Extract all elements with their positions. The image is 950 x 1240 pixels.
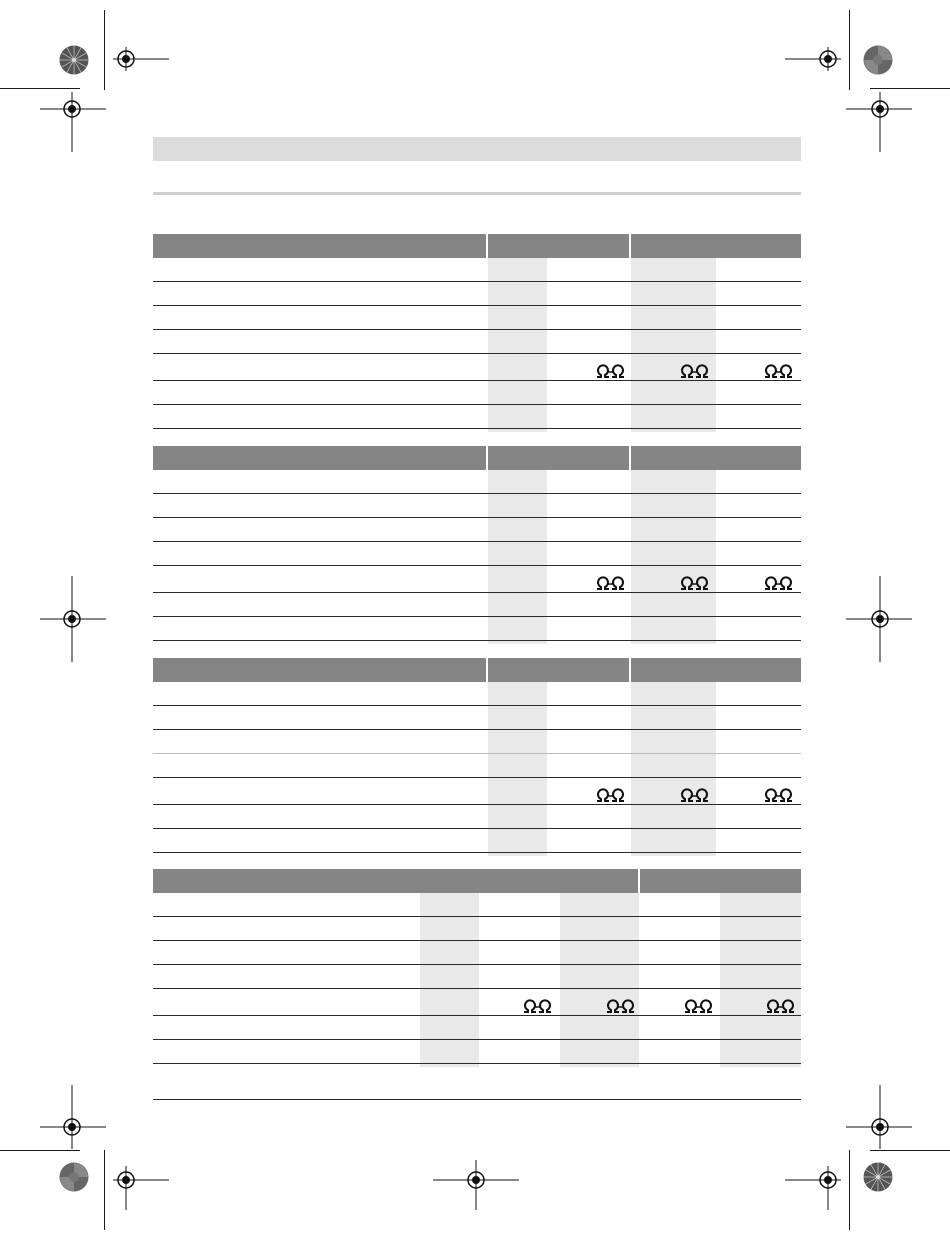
- crop-mark: [849, 10, 850, 90]
- registration-mark-icon: [40, 576, 106, 662]
- table-row: [153, 566, 801, 593]
- table-row: [153, 778, 801, 805]
- crop-mark: [104, 1150, 105, 1230]
- crop-mark: [870, 88, 950, 89]
- spec-table-1: [153, 234, 801, 432]
- double-omega-icon: [680, 576, 710, 590]
- table-row: [153, 330, 801, 354]
- table-row: [153, 941, 801, 965]
- table-row: [153, 617, 801, 641]
- double-omega-icon: [764, 788, 794, 802]
- table-row: [153, 282, 801, 306]
- double-omega-icon: [680, 788, 710, 802]
- double-omega-icon: [680, 364, 710, 378]
- table-row: [153, 754, 801, 778]
- page-header-bar: [153, 137, 801, 161]
- table-row: [153, 893, 801, 917]
- registration-mark-icon: [433, 1160, 519, 1210]
- table-row: [153, 306, 801, 330]
- crop-mark: [870, 1150, 950, 1151]
- table-row: [153, 917, 801, 941]
- crop-mark: [104, 10, 105, 90]
- table-header: [153, 658, 801, 682]
- table-header: [153, 234, 801, 258]
- table-row: [153, 1016, 801, 1040]
- table-row: [153, 706, 801, 730]
- registration-mark-icon: [785, 47, 841, 71]
- table-row: [153, 354, 801, 381]
- double-omega-icon: [684, 999, 714, 1013]
- registration-mark-icon: [846, 1085, 912, 1149]
- table-row: [153, 258, 801, 282]
- table-row: [153, 542, 801, 566]
- crop-mark: [0, 88, 80, 89]
- table-row: [153, 805, 801, 829]
- color-rosette-icon: [59, 45, 89, 75]
- registration-mark-icon: [113, 47, 169, 71]
- crop-mark: [849, 1150, 850, 1230]
- double-omega-icon: [766, 999, 796, 1013]
- table-row: [153, 381, 801, 405]
- registration-mark-icon: [785, 1166, 841, 1210]
- table-header: [153, 869, 801, 893]
- table-row: [153, 989, 801, 1016]
- double-omega-icon: [596, 364, 626, 378]
- table-header: [153, 446, 801, 470]
- spec-table-3: [153, 658, 801, 856]
- table-row: [153, 494, 801, 518]
- bottom-rule: [153, 1099, 801, 1100]
- spec-table-2: [153, 446, 801, 644]
- crop-mark: [0, 1150, 80, 1151]
- double-omega-icon: [596, 788, 626, 802]
- double-omega-icon: [523, 999, 553, 1013]
- registration-mark-icon: [113, 1166, 169, 1210]
- table-row: [153, 965, 801, 989]
- double-omega-icon: [764, 364, 794, 378]
- table-row: [153, 593, 801, 617]
- color-rosette-icon: [59, 1162, 89, 1192]
- table-row: [153, 405, 801, 429]
- header-rule: [153, 192, 801, 195]
- registration-mark-icon: [846, 92, 912, 152]
- table-row: [153, 829, 801, 853]
- double-omega-icon: [764, 576, 794, 590]
- table-row: [153, 682, 801, 706]
- registration-mark-icon: [846, 576, 912, 662]
- table-row: [153, 470, 801, 494]
- double-omega-icon: [606, 999, 636, 1013]
- registration-mark-icon: [40, 1085, 106, 1149]
- table-row: [153, 518, 801, 542]
- double-omega-icon: [596, 576, 626, 590]
- color-rosette-icon: [863, 45, 893, 75]
- table-row: [153, 1040, 801, 1064]
- spec-table-4: [153, 869, 801, 1069]
- registration-mark-icon: [40, 92, 106, 152]
- color-rosette-icon: [863, 1162, 893, 1192]
- table-row: [153, 730, 801, 754]
